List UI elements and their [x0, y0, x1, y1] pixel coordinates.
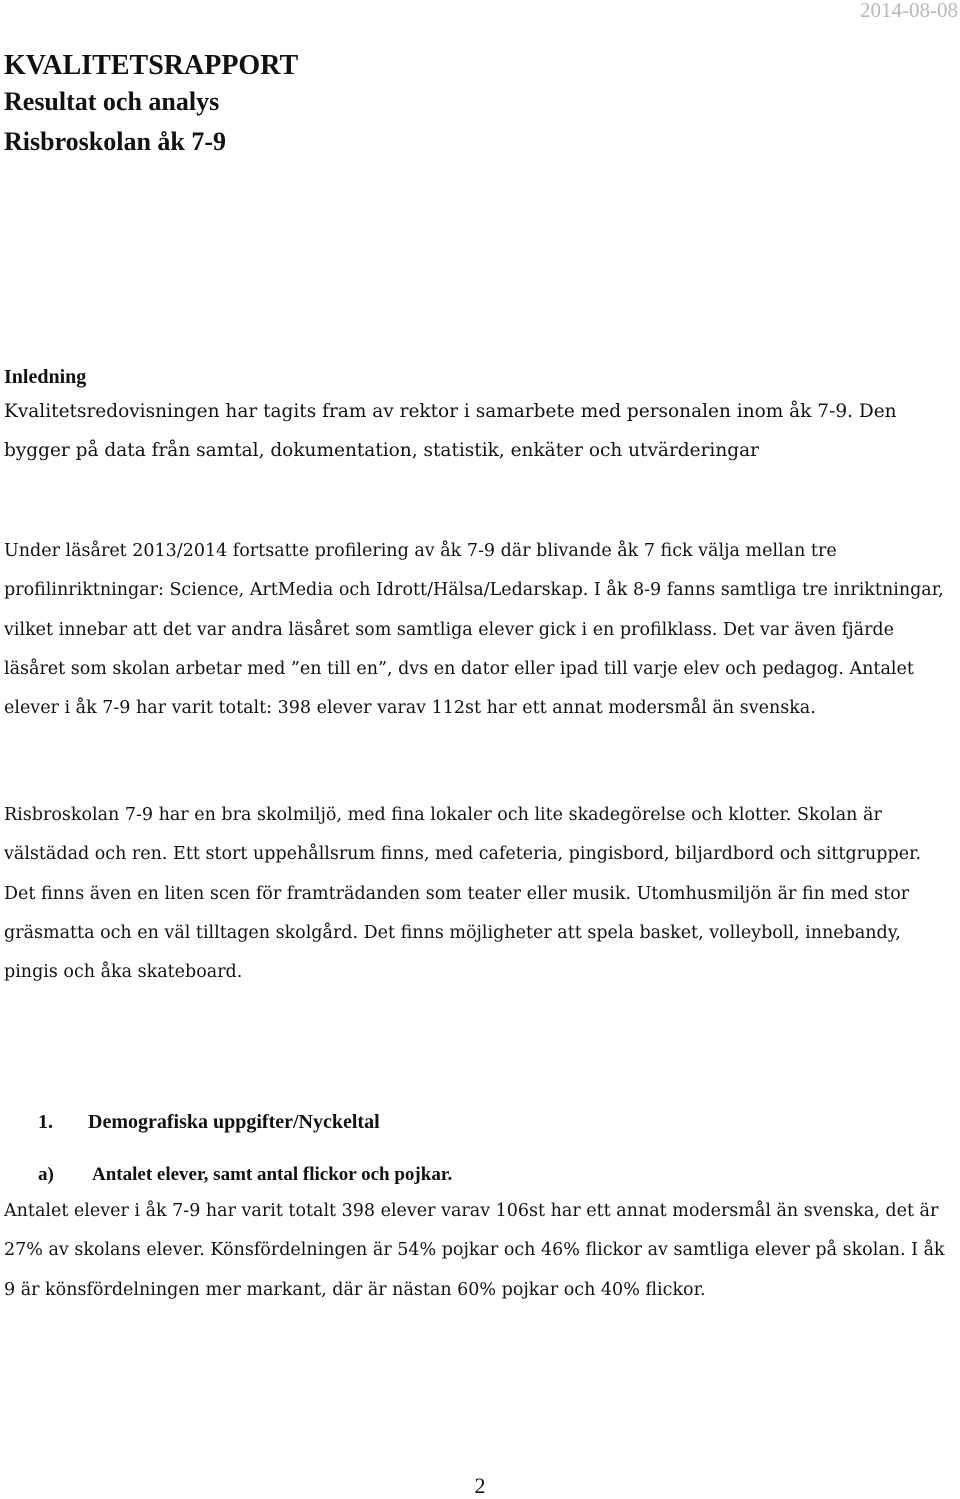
- school-name: Risbroskolan åk 7-9: [4, 127, 227, 156]
- document-title-block: [4, 48, 944, 164]
- section-1-heading: [38, 1108, 380, 1136]
- report-title: KVALITETSRAPPORT: [4, 50, 299, 81]
- document-date: 2014-08-08: [860, 0, 958, 22]
- intro-heading: Inledning: [4, 366, 87, 388]
- profiling-paragraph: Under läsåret 2013/2014 fortsatte profilering av åk 7-9 där blivande åk 7 fick välja mellan tre profilinriktningar: Science, ArtMedia och Idrott/Hälsa/Ledarskap. I åk 8-9 fanns samtliga tre inriktningar, vilket innebar att det var andra läsåret som samtliga elever gick i en profilklass. Det var även fjärde läsåret som skolan arbetar med ”en till en”, dvs en dator eller ipad till varje elev och pedagog. Antalet elever i åk 7-9 har varit totalt: 398 elever varav 112st har ett annat modersmål än svenska.: [4, 541, 944, 719]
- section-1-title: Demografiska uppgifter/Nyckeltal: [88, 1111, 380, 1133]
- demographics-paragraph: Antalet elever i åk 7-9 har varit totalt 398 elever varav 106st har ett annat modersmål än svenska, det är 27% av skolans elever. Könsfördelningen är 54% pojkar och 46% flickor av samtliga elever på skolan. I åk 9 är könsfördelningen mer markant, där är nästan 60% pojkar och 40% flickor.: [4, 1201, 945, 1300]
- environment-paragraph: Risbroskolan 7-9 har en bra skolmiljö, med fina lokaler och lite skadegörelse och klotter. Skolan är välstädad och ren. Ett stort uppehållsrum finns, med cafeteria, pingisbord, biljardbord och sittgrupper. Det finns även en liten scen för framträdanden som teater eller musik. Utomhusmiljön är fin med stor gräsmatta och en väl tilltagen skolgård. Det finns möjligheter att spela basket, volleyboll, innebandy, pingis och åka skateboard.: [4, 805, 922, 983]
- section-1-number: 1.: [38, 1111, 53, 1133]
- section-1a-letter: a): [38, 1164, 54, 1185]
- section-1a-heading: [38, 1162, 452, 1188]
- page-number: 2: [474, 1473, 486, 1498]
- section-1a-title: Antalet elever, samt antal flickor och pojkar.: [92, 1164, 453, 1185]
- report-subtitle: Resultat och analys: [4, 87, 220, 116]
- intro-paragraph: Kvalitetsredovisningen har tagits fram av rektor i samarbete med personalen inom åk 7-9. Den bygger på data från samtal, dokumentation, statistik, enkäter och utvärderingar: [4, 401, 897, 461]
